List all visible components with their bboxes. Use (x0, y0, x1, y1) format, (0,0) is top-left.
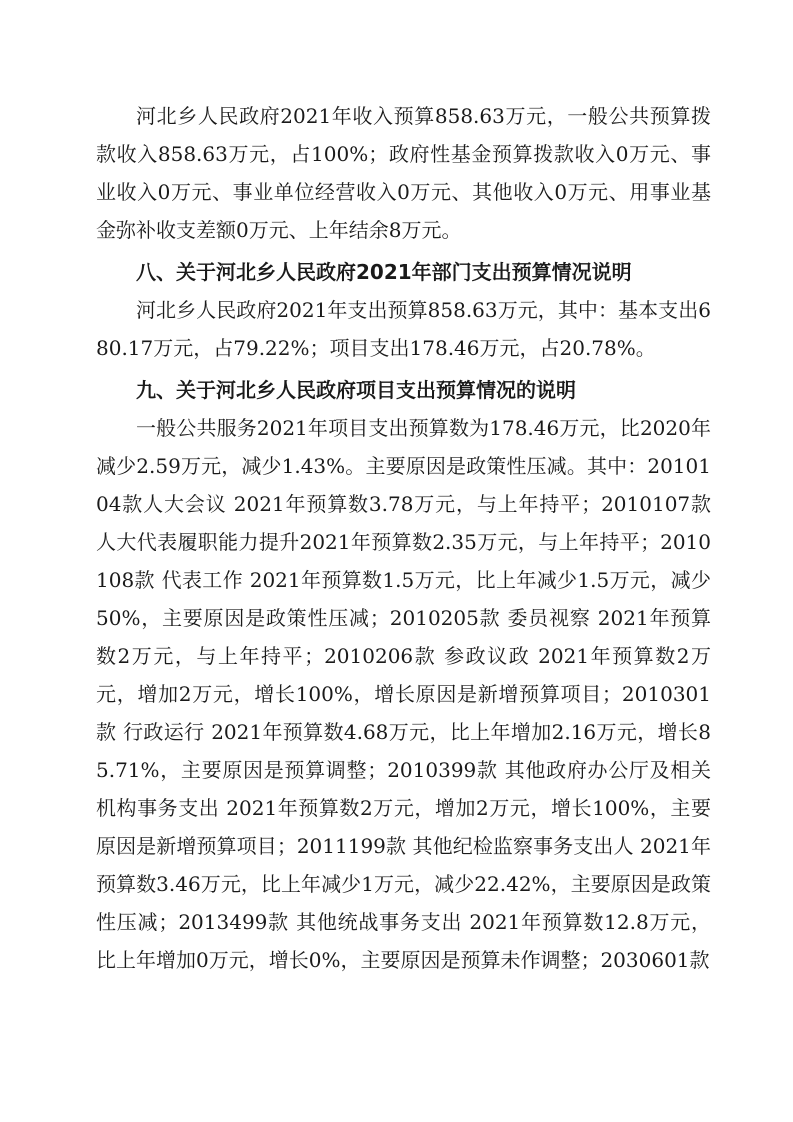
section-8-heading: 八、关于河北乡人民政府2021年部门支出预算情况说明 (136, 260, 632, 284)
income-budget-paragraph: 河北乡人民政府2021年收入预算858.63万元，一般公共预算拨款收入858.63万元，占100%；政府性基金预算拨款收入0万元、事业收入0万元、事业单位经营收入0万元、其他收入0万元、用事业基金弥补收支差额0万元、上年结余8万元。 (96, 104, 711, 242)
document-body (96, 97, 711, 979)
expenditure-budget-paragraph: 河北乡人民政府2021年支出预算858.63万元，其中：基本支出680.17万元，占79.22%；项目支出178.46万元，占20.78%。 (96, 298, 711, 360)
project-expenditure-paragraph: 一般公共服务2021年项目支出预算数为178.46万元，比2020年减少2.59万元，减少1.43%。主要原因是政策性压减。其中：2010104款人大会议 2021年预算数3.78万元，与上年持平；2010107款人大代表履职能力提升2021年预算数2.35万元，与上年持平；2010108款 代表工作 2021年预算数1.5万元，比上年减少1.5万元，减少50%，主要原因是政策性压减；2010205款 委员视察 2021年预算数2万元，与上年持平；2010206款 参政议政 2021年预算数2万元，增加2万元，增长100%，增长原因是新增预算项目；2010301款 行政运行 2021年预算数4.68万元，比上年增加2.16万元，增长85.71%，主要原因是预算调整；2010399款 其他政府办公厅及相关机构事务支出 2021年预算数2万元，增加2万元，增长100%，主要原因是新增预算项目；2011199款 其他纪检监察事务支出人 2021年预算数3.46万元，比上年减少1万元，减少22.42%，主要原因是政策性压减；2013499款 其他统战事务支出 2021年预算数12.8万元，比上年增加0万元，增长0%，主要原因是预算未作调整；2030601款 (96, 416, 711, 972)
section-9-heading: 九、关于河北乡人民政府项目支出预算情况的说明 (136, 378, 576, 402)
